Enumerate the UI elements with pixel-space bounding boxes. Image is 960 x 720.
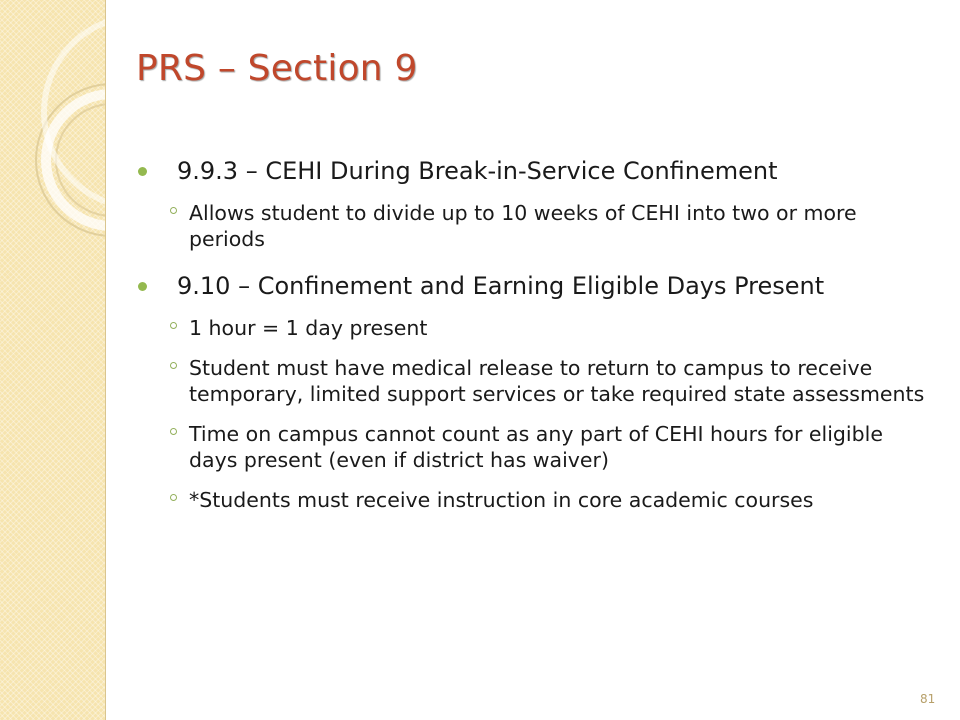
sub-bullet-ring-icon bbox=[170, 494, 177, 501]
bullet-text: 9.9.3 – CEHI During Break-in-Service Confinement bbox=[177, 157, 778, 185]
decorative-side-band bbox=[0, 0, 106, 720]
bullet-text: 9.10 – Confinement and Earning Eligible Days Present bbox=[177, 272, 825, 300]
bullet-item bbox=[158, 271, 928, 513]
sub-bullet-ring-icon bbox=[170, 207, 177, 214]
bullet-item bbox=[158, 156, 928, 252]
slide-title: PRS – Section 9 bbox=[136, 48, 418, 89]
sub-bullet-text: Time on campus cannot count as any part of CEHI hours for eligible days present (even if district has waiver) bbox=[189, 422, 883, 472]
slide-content bbox=[158, 156, 928, 532]
bullet-dot-icon bbox=[138, 282, 147, 291]
sub-bullet-ring-icon bbox=[170, 428, 177, 435]
sub-bullet-text: 1 hour = 1 day present bbox=[189, 316, 428, 340]
side-divider bbox=[105, 0, 106, 720]
sub-bullet-text: Student must have medical release to return to campus to receive temporary, limited support services or take required state assessments bbox=[189, 356, 925, 406]
decorative-rings-icon bbox=[0, 0, 106, 720]
sub-bullet-ring-icon bbox=[170, 362, 177, 369]
page-number: 81 bbox=[920, 692, 936, 706]
bullet-dot-icon bbox=[138, 167, 147, 176]
sub-bullet-text: Allows student to divide up to 10 weeks of CEHI into two or more periods bbox=[189, 201, 857, 251]
sub-bullet-ring-icon bbox=[170, 322, 177, 329]
sub-bullet-text: *Students must receive instruction in core academic courses bbox=[189, 488, 814, 512]
